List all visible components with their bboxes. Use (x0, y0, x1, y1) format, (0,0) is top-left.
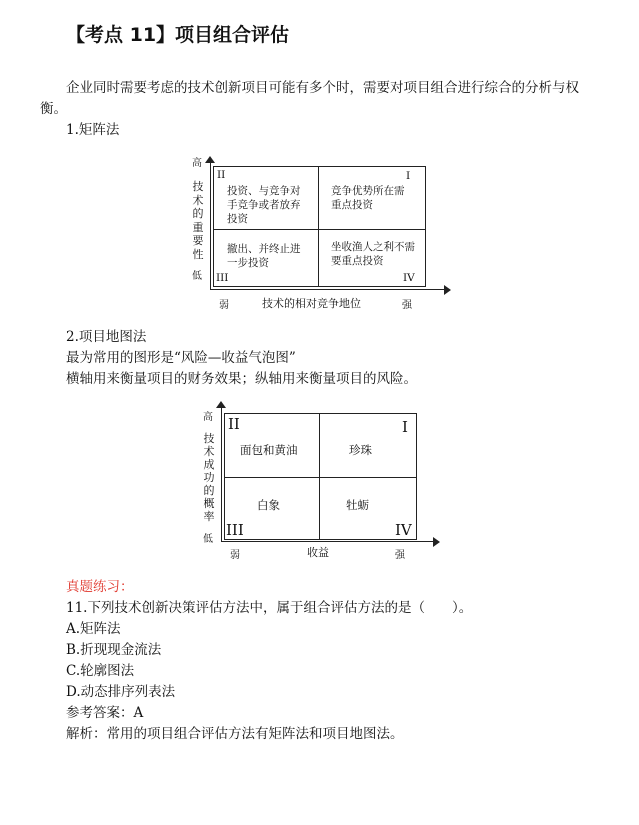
y-high-label: 高 (203, 412, 213, 423)
section2-line-2: 横轴用来衡量项目的财务效果；纵轴用来衡量项目的风险。 (66, 371, 417, 387)
quadrant-text-1: 珍珠 (349, 443, 372, 457)
x-axis-arrow-icon (444, 285, 451, 295)
section-heading-map: 2.项目地图法 (66, 329, 147, 345)
x-axis (221, 541, 434, 542)
quadrant-label-1: I (406, 170, 411, 182)
section2-line-1: 最为常用的图形是“风险—收益气泡图” (66, 350, 296, 366)
x-axis-label: 技术的相对竞争地位 (262, 297, 361, 310)
quadrant-text-4: 坐收渔人之利不需要重点投资 (331, 241, 415, 267)
x-low-label: 弱 (219, 300, 229, 311)
quadrant-label-3: III (216, 272, 229, 284)
answer-text: 参考答案：A (66, 705, 144, 721)
option-a: A.矩阵法 (66, 621, 121, 637)
x-high-label: 强 (395, 550, 405, 561)
y-low-label: 低 (203, 534, 213, 545)
y-axis-label: 技 术 的 重 要 性 (192, 180, 204, 261)
y-axis-label: 技 术 成 功 的 概 率 (203, 432, 215, 523)
intro-line-2: 衡。 (40, 101, 67, 117)
quadrant-text-3: 撤出、并终止进一步投资 (227, 243, 301, 269)
quadrant-text-2: 面包和黄油 (240, 443, 298, 457)
quadrant-text-1: 竞争优势所在需重点投资 (331, 185, 405, 211)
x-axis-label: 收益 (307, 546, 329, 559)
y-axis-arrow-icon (216, 401, 226, 408)
intro-line-1: 企业同时需要考虑的技术创新项目可能有多个时，需要对项目组合进行综合的分析与权 (66, 80, 579, 96)
x-axis (210, 289, 445, 290)
quadrant-text-3: 白象 (257, 498, 280, 512)
quadrant-label-3: III (226, 521, 244, 539)
quadrant-label-2: II (228, 415, 240, 433)
practice-heading: 真题练习： (66, 579, 134, 595)
quadrant-label-1: I (402, 418, 408, 436)
option-b: B.折现现金流法 (66, 642, 162, 658)
explanation-text: 解析：常用的项目组合评估方法有矩阵法和项目地图法。 (66, 726, 404, 742)
question-text: 11.下列技术创新决策评估方法中，属于组合评估方法的是（ ）。 (66, 600, 473, 616)
quadrant-label-4: IV (395, 521, 412, 539)
y-axis-arrow-icon (205, 156, 215, 163)
page-title: 【考点 11】项目组合评估 (66, 24, 290, 46)
quadrant-text-4: 牡蛎 (346, 498, 369, 512)
option-c: C.轮廓图法 (66, 663, 135, 679)
x-low-label: 弱 (230, 550, 240, 561)
y-low-label: 低 (192, 271, 202, 282)
y-high-label: 高 (192, 158, 202, 169)
x-axis-arrow-icon (433, 537, 440, 547)
y-axis (221, 405, 222, 541)
y-axis (210, 160, 211, 289)
x-high-label: 强 (402, 300, 412, 311)
quadrant-label-2: II (217, 169, 226, 181)
quadrant-text-2: 投资、与竞争对手竞争或者放弃投资 (227, 185, 301, 225)
option-d: D.动态排序列表法 (66, 684, 176, 700)
section-heading-matrix: 1.矩阵法 (66, 122, 120, 138)
quadrant-label-4: IV (403, 272, 415, 284)
